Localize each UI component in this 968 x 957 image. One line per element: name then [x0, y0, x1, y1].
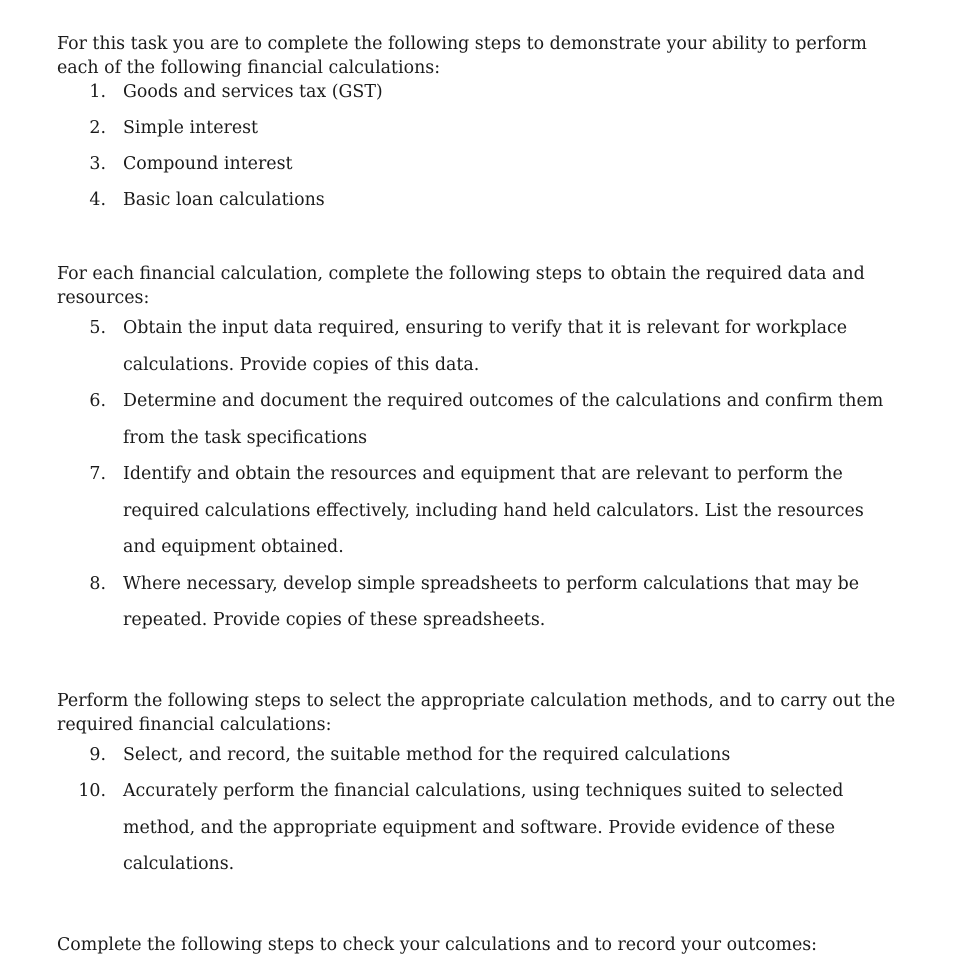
item-text: Identify and obtain the resources and equipment that are relevant to perform the required calculations effectively, including hand held calculators. List the resources and equipment obtained. [123, 464, 864, 557]
item-text: Basic loan calculations [123, 190, 325, 210]
list-item [57, 310, 897, 383]
item-number: 2. [89, 118, 106, 138]
document-page [57, 32, 897, 957]
item-text: Simple interest [123, 118, 259, 138]
item-text: Select, and record, the suitable method for the required calculations [123, 744, 731, 765]
section-1-intro: For this task you are to complete the following steps to demonstrate your ability to perform each of the following financial calculations: [57, 34, 867, 78]
item-number: 8. [89, 573, 106, 594]
item-number: 1. [89, 82, 106, 102]
item-text: Accurately perform the financial calculations, using techniques suited to selected method, and the appropriate equipment and software. Provide evidence of these calculations. [123, 781, 844, 874]
list-item [57, 456, 897, 566]
list-item [57, 152, 897, 176]
list-item [57, 566, 897, 639]
item-text: Where necessary, develop simple spreadsheets to perform calculations that may be repeated. Provide copies of these spreadsheets. [123, 573, 860, 630]
item-text: Obtain the input data required, ensuring to verify that it is relevant for workplace calculations. Provide copies of this data. [123, 318, 848, 375]
list-item [57, 188, 897, 212]
item-text: Compound interest [123, 154, 293, 174]
section-2-intro: For each financial calculation, complete the following steps to obtain the required data and resources: [57, 264, 865, 308]
section-3-intro: Perform the following steps to select the appropriate calculation methods, and to carry out the required financial calculations: [57, 690, 896, 735]
section-4-intro: Complete the following steps to check your calculations and to record your outcomes: [57, 934, 818, 955]
item-number: 4. [89, 190, 106, 210]
item-text: Determine and document the required outcomes of the calculations and confirm them from the task specifications [123, 391, 884, 448]
item-number: 10. [78, 781, 106, 801]
section-1-list [57, 80, 897, 212]
list-item [57, 383, 897, 456]
section-3-list [57, 737, 897, 883]
item-number: 7. [89, 464, 106, 484]
item-text: Goods and services tax (GST) [123, 82, 383, 102]
item-number: 5. [89, 318, 106, 338]
list-item [57, 737, 897, 774]
list-item [57, 773, 897, 883]
item-number: 3. [89, 154, 106, 174]
list-item [57, 116, 897, 140]
section-2-list [57, 310, 897, 639]
item-number: 6. [89, 391, 106, 411]
list-item [57, 80, 897, 104]
item-number: 9. [89, 744, 106, 765]
